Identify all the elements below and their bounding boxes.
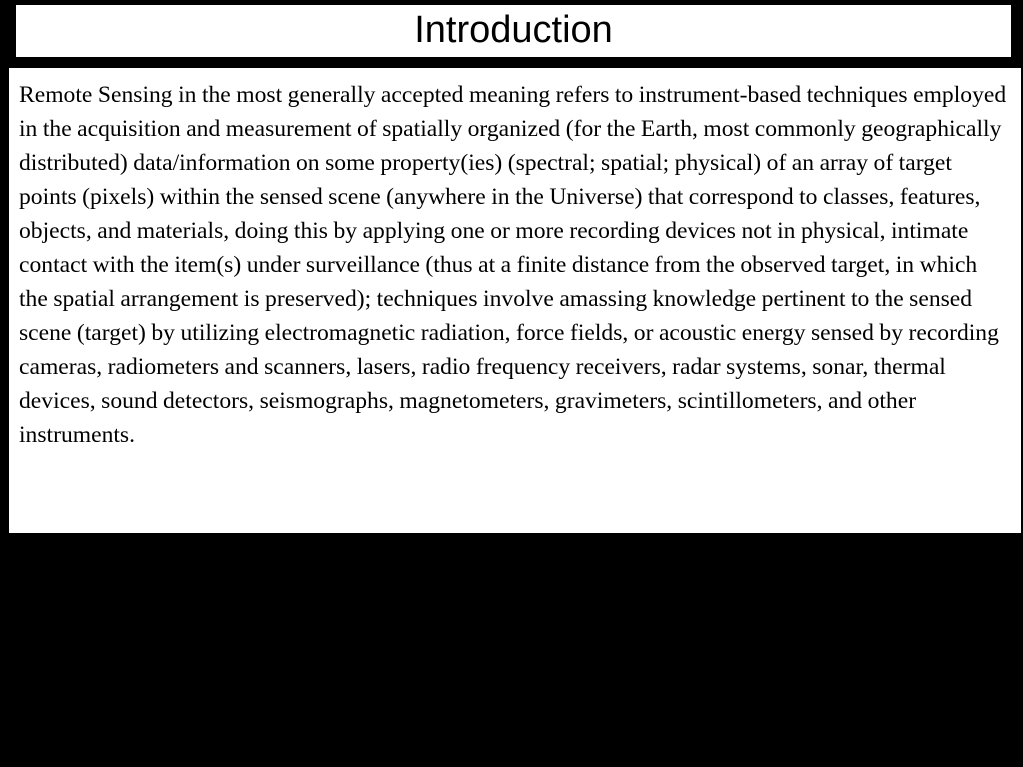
slide-title: Introduction — [414, 9, 613, 51]
body-paragraph: Remote Sensing in the most generally accepted meaning refers to instrument-based techniques employed in the acquisition and measurement of spatially organized (for the Earth, most commonly geographically distributed) data/information on some property(ies) (spectral; spatial; physical) of an array of target points (pixels) within the sensed scene (anywhere in the Universe) that correspond to classes, features, objects, and materials, doing this by applying one or more recording devices not in physical, intimate contact with the item(s) under surveillance (thus at a finite distance from the observed target, in which the spatial arrangement is preserved); techniques involve amassing knowledge pertinent to the sensed scene (target) by utilizing electromagnetic radiation, force fields, or acoustic energy sensed by recording cameras, radiometers and scanners, lasers, radio frequency receivers, radar systems, sonar, thermal devices, sound detectors, seismographs, magnetometers, gravimeters, scintillometers, and other instruments. — [19, 82, 1007, 448]
body-text-box — [9, 68, 1021, 533]
title-box — [15, 4, 1012, 58]
